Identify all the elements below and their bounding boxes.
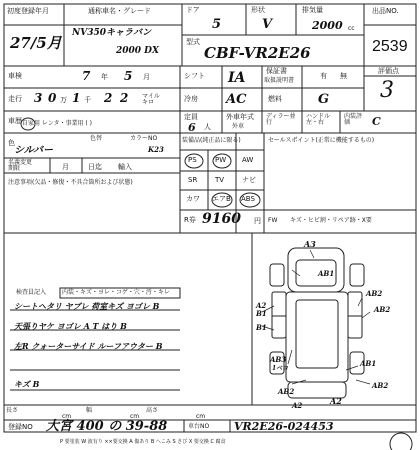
model-year-label: 外車年式 [226, 113, 254, 121]
diagram-label-a2-bottom: A2 [330, 396, 342, 406]
inspection-label: 車検 [8, 72, 22, 80]
doors-value: 5 [212, 17, 222, 32]
displacement-value: 2000 [312, 19, 343, 32]
diagram-label-ab2-bottom: AB2 [372, 381, 389, 390]
mileage-man: 万 [60, 96, 67, 104]
height-unit: cm [196, 413, 206, 420]
length-unit: cm [62, 413, 72, 420]
first-reg-label: 初度登録年月 [7, 7, 49, 15]
mileage-digit-5: 2 [120, 91, 129, 105]
height-label: 高さ [146, 407, 159, 414]
diagram-label-ab3: AB3 [270, 355, 287, 364]
width-label: 幅 [86, 407, 93, 414]
model-name-line1: NV350キャラバン [72, 28, 151, 38]
color-label: 色 [8, 139, 15, 147]
inspector-note-4: キズ B [14, 379, 40, 389]
model-year-prefix: 外車 [232, 123, 245, 130]
legend-bar-text: キズ・ヒビ割・リペア跡・X要 [290, 217, 372, 224]
sales-points-label: セールスポイント(正常に機能するもの) [268, 137, 375, 144]
mileage-label: 走行 [8, 95, 22, 103]
inspection-month-unit: 月 [143, 73, 150, 81]
owner-label-2: 期限 [8, 165, 21, 172]
equipment-label: 装備品(純正品に限る) [182, 137, 241, 144]
inspection-year: 7 [82, 69, 91, 83]
fw-label: FW [268, 217, 278, 224]
interior-label: 内装評価 [344, 113, 363, 126]
model-name-line2: 2000 DX [116, 46, 159, 56]
shift-label: シフト [184, 72, 205, 80]
mileage-sen: 千 [84, 96, 91, 104]
inspection-month: 5 [124, 69, 133, 83]
diagram-label-b1-left2: B1 [256, 323, 267, 332]
mileage-unit: マイル キロ [142, 93, 160, 106]
equipment-sr: SR [188, 176, 198, 184]
model-name-label: 通称車名・グレード [88, 7, 151, 15]
listing-value: 2539 [372, 38, 408, 55]
registration-value: 大宮 400 の 39-88 [46, 419, 168, 434]
capacity-label: 定員 [184, 113, 198, 121]
color-value: シルバー [14, 145, 54, 156]
mileage-digit-4: 2 [104, 91, 113, 105]
diagram-label-a2-rear: A2 [292, 401, 303, 410]
width-unit: cm [130, 413, 140, 420]
diagram-label-ab1-right: AB1 [360, 359, 377, 368]
recycle-label: R券 [184, 216, 196, 224]
owner-day: 日迄 [88, 163, 102, 171]
length-label: 長さ [6, 407, 19, 414]
first-reg-value: 27/5月 [10, 34, 62, 52]
warranty-no: 無 [340, 72, 347, 80]
inspector-label: 検査員記入 [16, 289, 47, 296]
history-label: 車歴 [8, 117, 22, 125]
history-options: 自家用 レンタ・事業用 ( ) [22, 120, 93, 127]
recycle-value: 9160 [202, 211, 241, 227]
diagram-label-ab2-left: AB2 [278, 387, 295, 396]
owner-label: 名義変更 [8, 159, 33, 166]
warranty-label: 保証書 [266, 67, 287, 75]
diagram-label-a3: A3 [304, 239, 316, 249]
diagram-label-b1-left: B1 [256, 309, 267, 318]
equipment-leather: カワ [186, 195, 200, 203]
shape-value: V [262, 17, 273, 32]
inspector-note-3: 左R クォーターサイド ルーフアウター B [14, 341, 163, 351]
score-label: 評価点 [378, 67, 399, 75]
capacity-unit: 人 [204, 123, 211, 131]
score-value: 3 [380, 78, 394, 103]
owner-month: 月 [62, 163, 69, 171]
color-no-value: K23 [148, 145, 164, 154]
color-change-label: 色替 [90, 135, 103, 142]
diagram-label-ab1-top: AB1 [318, 269, 335, 278]
equipment-ps: PS [188, 156, 197, 164]
ac-value: AC [226, 92, 247, 107]
recycle-unit: 円 [254, 217, 261, 225]
equipment-aw: AW [242, 156, 254, 164]
mileage-digit-3: 1 [72, 91, 81, 105]
type-value: CBF-VR2E26 [204, 44, 311, 62]
notes-label: 注意事項(欠品・修復・不具合箇所および状態) [8, 179, 133, 186]
mileage-digit-2: 0 [48, 91, 57, 105]
diagram-label-a2-left: A2 [256, 301, 267, 310]
diagram-label-dent: 1ベコ [272, 365, 289, 372]
equipment-airbag: エアB [212, 195, 231, 203]
registration-label: 登録NO [8, 423, 33, 431]
diagram-label-ab2-right2: AB2 [374, 305, 391, 314]
listing-label: 出品NO. [372, 7, 399, 15]
capacity-value: 6 [188, 121, 196, 134]
type-label: 型式 [186, 38, 200, 46]
shape-label: 形状 [251, 6, 265, 14]
inspection-year-unit: 年 [101, 73, 108, 81]
ac-label: 冷房 [184, 95, 198, 103]
chassis-label: 車台NO [188, 423, 210, 430]
owner-recycle: 輸入 [118, 163, 132, 171]
equipment-abs: ABS [241, 195, 255, 203]
handle-label: ハンドル 左・右 [306, 113, 331, 126]
inspector-note-1: シートヘタリ ヤブレ 荷室キズ ヨゴレ B [14, 301, 160, 311]
equipment-pw: PW [215, 156, 227, 164]
warranty-sub: 取扱説明書 [264, 77, 295, 84]
mileage-digit-1: 3 [34, 91, 43, 105]
equipment-navi: ナビ [242, 176, 256, 184]
interior-value: C [372, 115, 381, 128]
warranty-yes: 有 [320, 72, 327, 80]
diagram-label-ab2-right: AB2 [366, 289, 383, 298]
footer-legend: P 要塗装 W 波有り ××要交換 A 傷あり B へこみ S さび X 要交換 C 腐食 [60, 439, 226, 445]
chassis-value: VR2E26-024453 [234, 420, 334, 433]
fuel-value: G [318, 92, 330, 107]
displacement-label: 排気量 [302, 6, 323, 14]
color-no-label: カラーNO [130, 135, 158, 142]
inspector-checkboxes: 内装・キズ・ヨレ・コゲ・穴・汚・キレ [62, 289, 170, 296]
equipment-tv: TV [215, 176, 225, 184]
fuel-label: 燃料 [268, 95, 282, 103]
displacement-unit: cc [348, 25, 355, 32]
inspector-note-2: 天張りヤケ ヨゴレ A T はり B [14, 321, 127, 331]
dealer-label: ディラー並行 [266, 113, 296, 126]
shift-value: IA [228, 70, 246, 86]
doors-label: ドア [186, 6, 200, 14]
